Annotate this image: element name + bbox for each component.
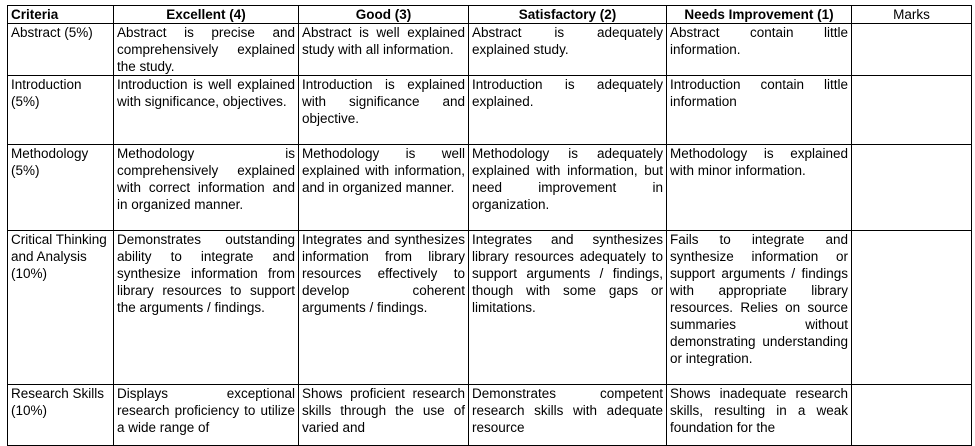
needs-improvement-cell: Fails to integrate and synthesize information or support arguments / findings with appropriate library resources. Relies on source summaries without demonstrating understanding or integration. — [667, 231, 852, 385]
table-row — [8, 385, 972, 446]
header-needs-improvement: Needs Improvement (1) — [667, 6, 852, 24]
criteria-cell: Abstract (5%) — [8, 24, 114, 76]
criteria-cell: Research Skills (10%) — [8, 385, 114, 446]
header-excellent: Excellent (4) — [114, 6, 299, 24]
satisfactory-cell: Demonstrates competent research skills with adequate resource — [469, 385, 667, 446]
excellent-cell: Displays exceptional research proficiency to utilize a wide range of — [114, 385, 299, 446]
satisfactory-cell: Methodology is adequately explained with information, but need improvement in organization. — [469, 145, 667, 231]
excellent-cell: Abstract is precise and comprehensively explained the study. — [114, 24, 299, 76]
needs-improvement-cell: Introduction contain little information — [667, 76, 852, 145]
marks-cell[interactable] — [852, 385, 972, 446]
needs-improvement-cell: Abstract contain little information. — [667, 24, 852, 76]
criteria-cell: Introduction (5%) — [8, 76, 114, 145]
good-cell: Integrates and synthesizes information from library resources effectively to develop coherent arguments / findings. — [299, 231, 469, 385]
header-satisfactory: Satisfactory (2) — [469, 6, 667, 24]
satisfactory-cell: Abstract is adequately explained study. — [469, 24, 667, 76]
satisfactory-cell: Introduction is adequately explained. — [469, 76, 667, 145]
table-row — [8, 145, 972, 231]
header-criteria: Criteria — [8, 6, 114, 24]
rubric-table — [7, 5, 972, 446]
criteria-cell: Critical Thinking and Analysis (10%) — [8, 231, 114, 385]
marks-cell[interactable] — [852, 76, 972, 145]
excellent-cell: Methodology is comprehensively explained with correct information and in organized manner. — [114, 145, 299, 231]
satisfactory-cell: Integrates and synthesizes library resources adequately to support arguments / findings, though with some gaps or limitations. — [469, 231, 667, 385]
excellent-cell: Demonstrates outstanding ability to integrate and synthesize information from library resources to support the arguments / findings. — [114, 231, 299, 385]
marks-cell[interactable] — [852, 231, 972, 385]
header-good: Good (3) — [299, 6, 469, 24]
marks-cell[interactable] — [852, 24, 972, 76]
needs-improvement-cell: Methodology is explained with minor information. — [667, 145, 852, 231]
good-cell: Introduction is explained with significance and objective. — [299, 76, 469, 145]
header-row — [8, 6, 972, 24]
table-row — [8, 76, 972, 145]
excellent-cell: Introduction is well explained with significance, objectives. — [114, 76, 299, 145]
needs-improvement-cell: Shows inadequate research skills, resulting in a weak foundation for the — [667, 385, 852, 446]
header-marks: Marks — [852, 6, 972, 24]
good-cell: Methodology is well explained with information, and in organized manner. — [299, 145, 469, 231]
table-row — [8, 24, 972, 76]
criteria-cell: Methodology (5%) — [8, 145, 114, 231]
good-cell: Abstract is well explained study with all information. — [299, 24, 469, 76]
marks-cell[interactable] — [852, 145, 972, 231]
good-cell: Shows proficient research skills through the use of varied and — [299, 385, 469, 446]
table-row — [8, 231, 972, 385]
